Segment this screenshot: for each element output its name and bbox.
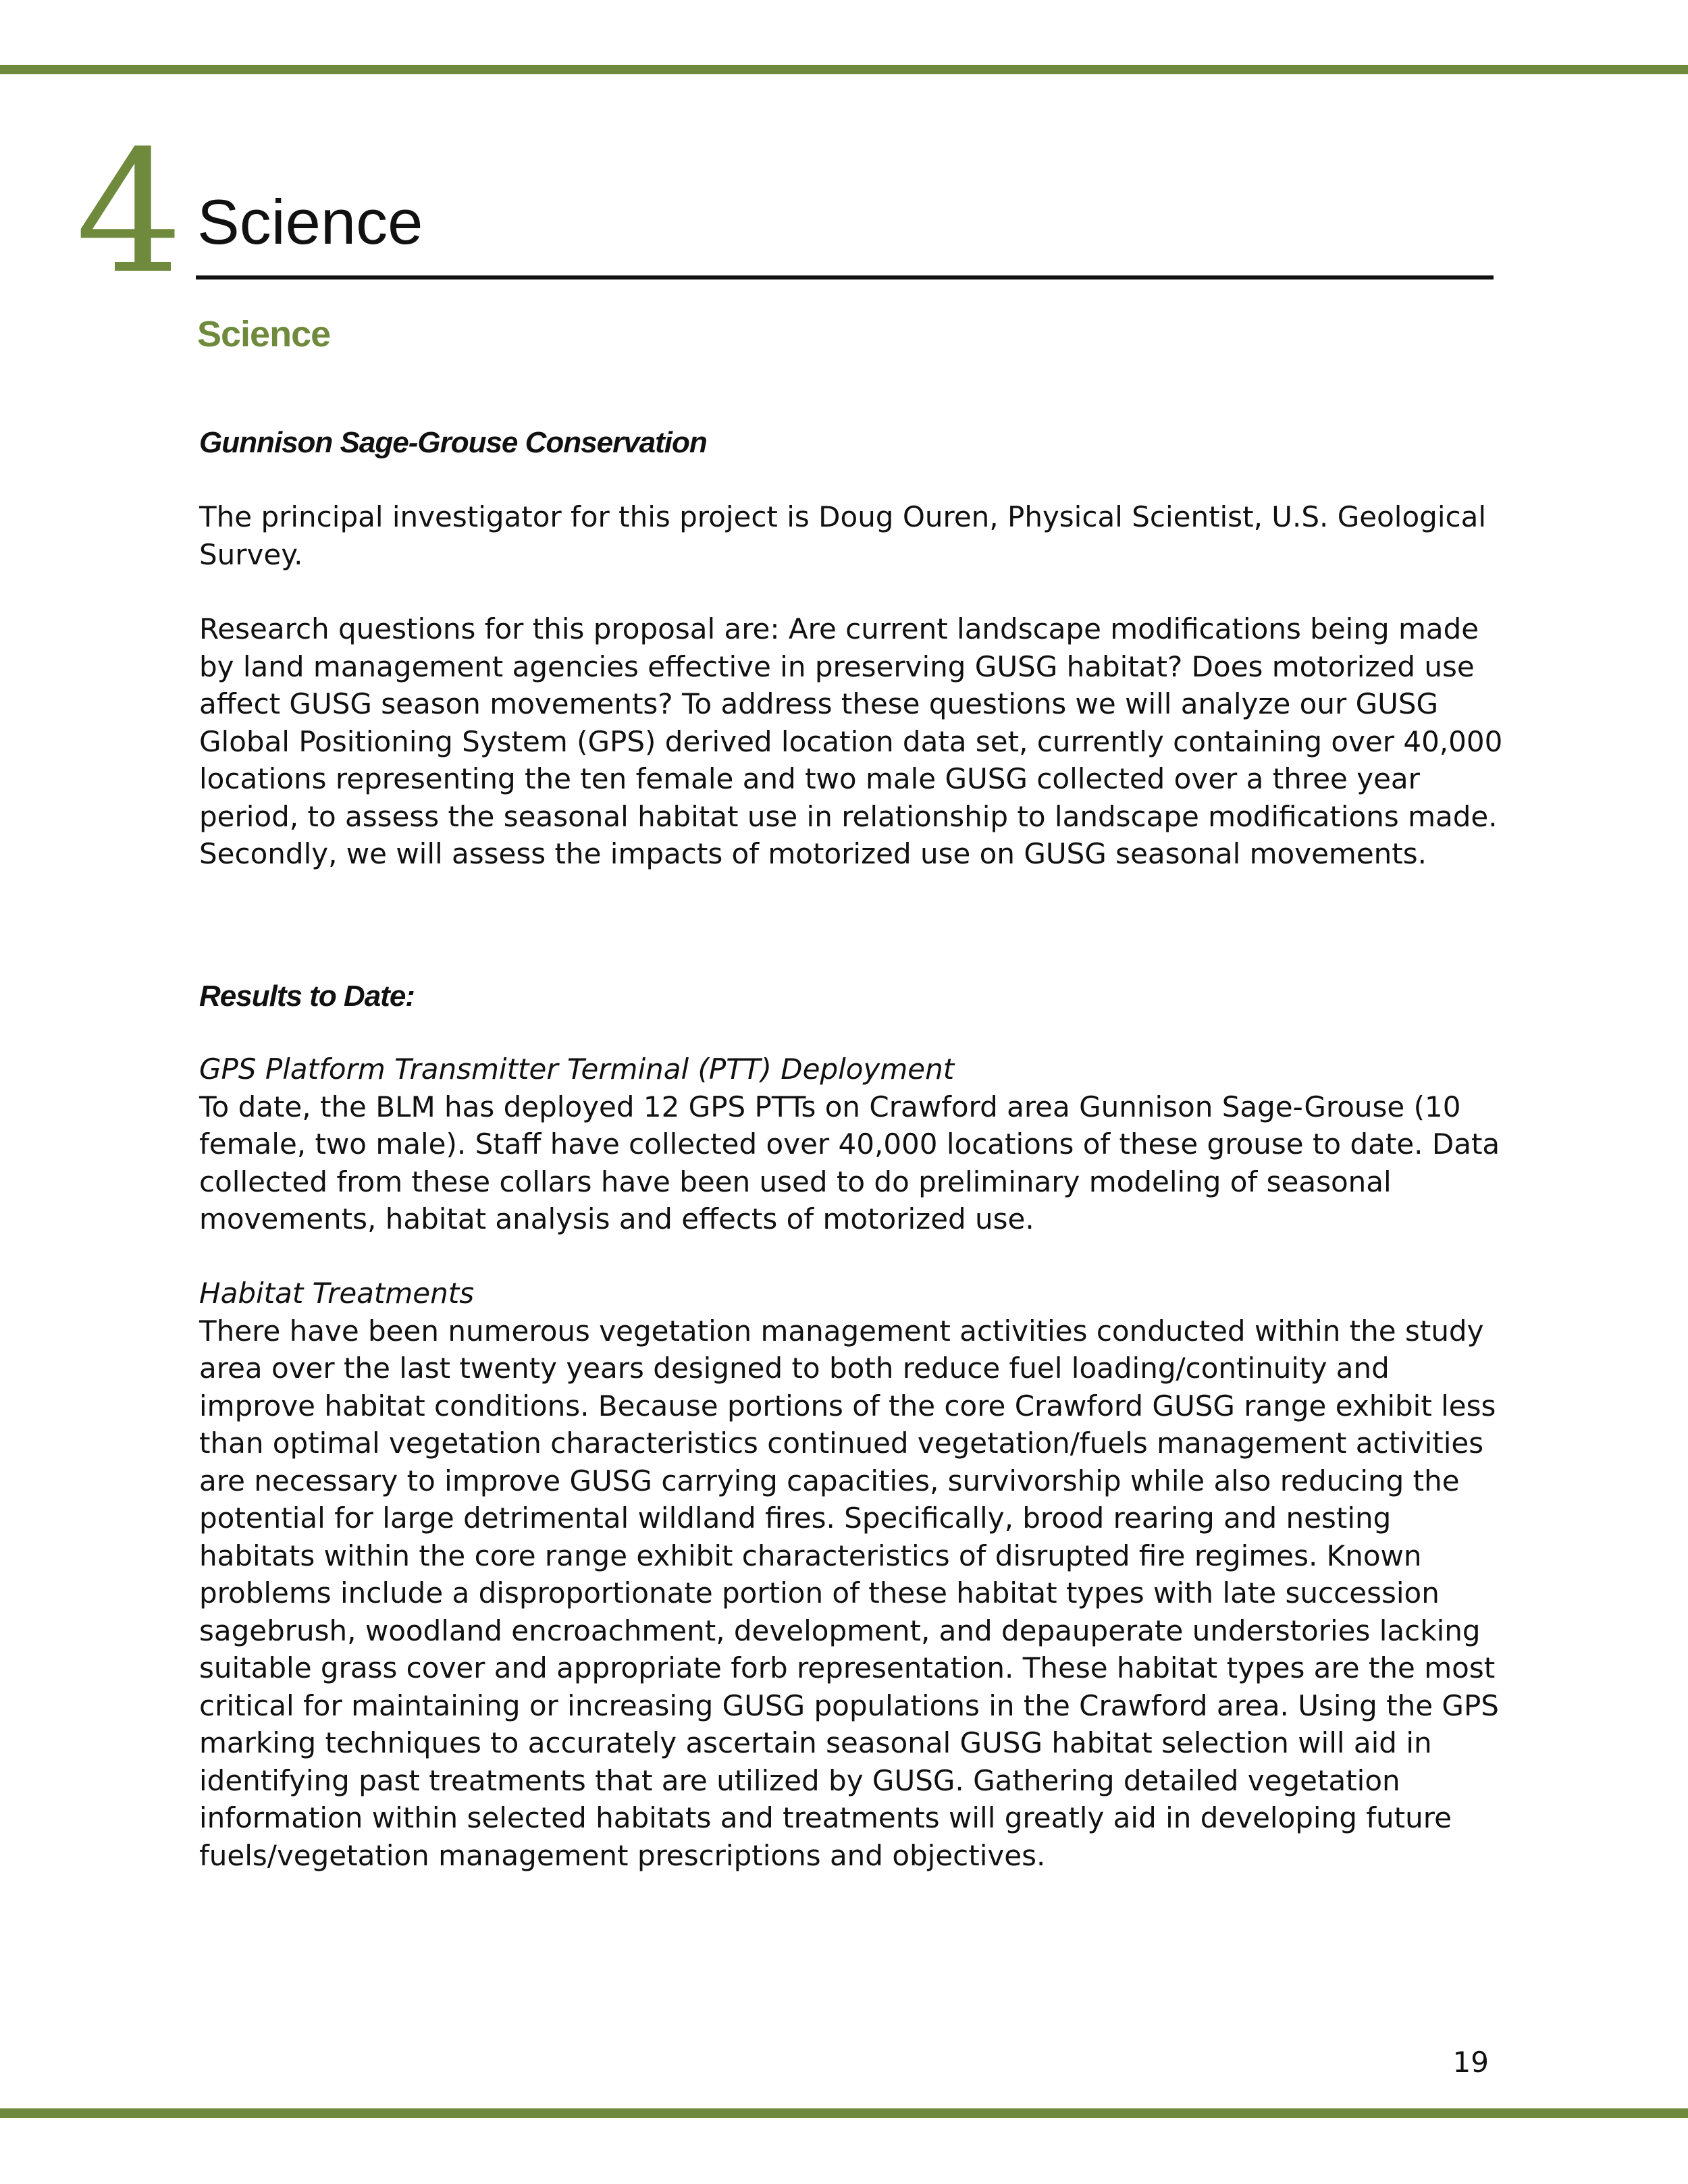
investigator-paragraph: The principal investigator for this project is Doug Ouren, Physical Scientist, U.S. Geological Survey. xyxy=(199,500,1486,571)
habitat-title: Habitat Treatments xyxy=(199,1277,475,1310)
page-number: 19 xyxy=(1452,2046,1489,2079)
ptt-body: To date, the BLM has deployed 12 GPS PTTs on Crawford area Gunnison Sage-Grouse (10 female, two male). Staff have collected over 40,000 locations of these grouse to date. Data collected from these collars have been used to do preliminary modeling of seasonal movements, habitat analysis and effects of motorized use. xyxy=(199,1090,1500,1235)
ptt-section xyxy=(199,1050,1506,1238)
top-accent-rule xyxy=(0,65,1688,74)
project-title: Gunnison Sage-Grouse Conservation xyxy=(199,426,707,459)
research-paragraph: Research questions for this proposal are: Are current landscape modifications being made by land management agencies effective in preserving GUSG habitat? Does motorized use affect GUSG season movements? To address these questions we will analyze our GUSG Global Positioning System (GPS) derived location data set, currently containing over 40,000 locations representing the ten female and two male GUSG collected over a three year period, to assess the seasonal habitat use in relationship to landscape modifications made. Secondly, we will assess the impacts of motorized use on GUSG seasonal movements. xyxy=(199,612,1503,870)
habitat-section xyxy=(199,1275,1506,1874)
section-heading: Science xyxy=(197,314,331,354)
chapter-title-rule xyxy=(196,275,1494,279)
habitat-body: There have been numerous vegetation management activities conducted within the study area over the last twenty years designed to both reduce fuel loading/continuity and improve habitat conditions. Because portions of the core Crawford GUSG range exhibit less than optimal vegetation characteristics continued vegetation/fuels management activities are necessary to improve GUSG carrying capacities, survivorship while also reducing the potential for large detrimental wildland fires. Specifically, brood rearing and nesting habitats within the core range exhibit characteristics of disrupted fire regimes. Known problems include a disproportionate portion of these habitat types with late succession sagebrush, woodland encroachment, development, and depauperate understories lacking suitable grass cover and appropriate forb representation. These habitat types are the most critical for maintaining or increasing GUSG populations in the Crawford area. Using the GPS marking techniques to accurately ascertain seasonal GUSG habitat selection will aid in identifying past treatments that are utilized by GUSG. Gathering detailed vegetation information within selected habitats and treatments will greatly aid in developing future fuels/vegetation management prescriptions and objectives. xyxy=(199,1314,1499,1872)
bottom-accent-rule xyxy=(0,2108,1688,2118)
chapter-title: Science xyxy=(197,186,423,257)
ptt-title: GPS Platform Transmitter Terminal (PTT) Deployment xyxy=(199,1053,955,1086)
results-heading: Results to Date: xyxy=(199,980,415,1013)
chapter-number: 4 xyxy=(76,114,184,311)
